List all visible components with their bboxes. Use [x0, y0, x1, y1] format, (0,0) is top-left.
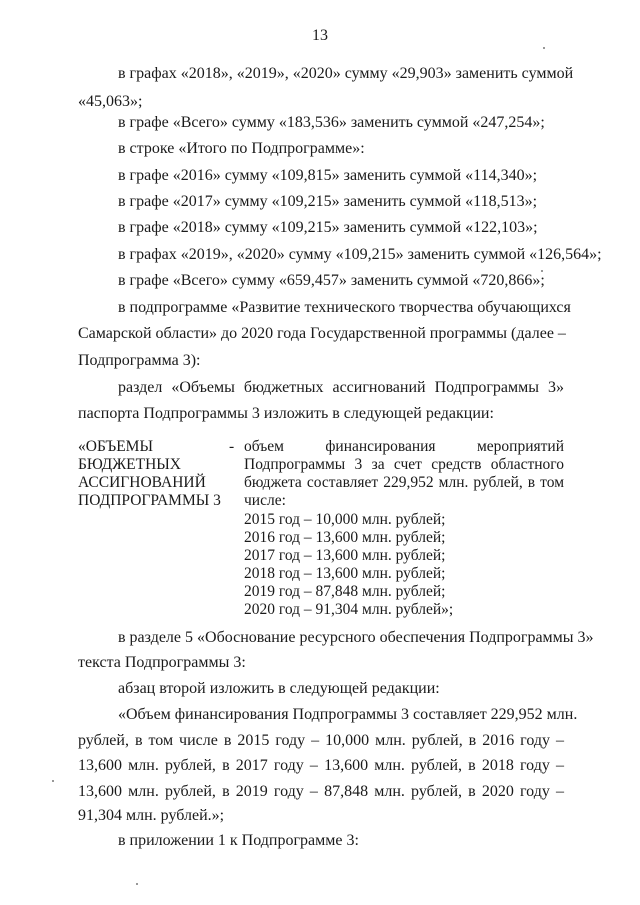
text-line: в приложении 1 к Подпрограмме 3: — [118, 832, 359, 849]
table-dash: - — [229, 438, 235, 455]
text-line: 91,304 млн. рублей.»; — [78, 807, 225, 824]
text-line: паспорта Подпрограммы 3 изложить в следующей редакции: — [78, 405, 494, 422]
scan-speck — [136, 883, 138, 885]
table-left-cell: ПОДПРОГРАММЫ 3 — [78, 492, 221, 509]
text-line: 13,600 млн. рублей, в 2019 году – 87,848 млн. рублей, в 2020 году – — [78, 783, 564, 800]
text-line: в графе «2018» сумму «109,215» заменить суммой «122,103»; — [118, 219, 538, 236]
text-line: Самарской области» до 2020 года Государственной программы (далее – — [78, 325, 566, 342]
text-line: Подпрограмма 3): — [78, 352, 201, 369]
text-line: в графах «2018», «2019», «2020» сумму «29,903» заменить суммой — [118, 65, 574, 82]
text-line: в графах «2019», «2020» сумму «109,215» заменить суммой «126,564»; — [118, 246, 602, 263]
table-year-line: 2019 год – 87,848 млн. рублей; — [244, 583, 446, 600]
scan-speck — [543, 47, 545, 49]
scan-speck — [541, 270, 543, 272]
text-line: «Объем финансирования Подпрограммы 3 составляет 229,952 млн. — [118, 706, 578, 723]
table-left-cell: БЮДЖЕТНЫХ — [78, 456, 181, 473]
scan-speck — [52, 780, 54, 782]
text-line: в графе «Всего» сумму «183,536» заменить суммой «247,254»; — [118, 114, 545, 131]
text-line: в графе «Всего» сумму «659,457» заменить суммой «720,866»; — [118, 272, 545, 289]
text-line: в разделе 5 «Обоснование ресурсного обеспечения Подпрограммы 3» — [118, 629, 594, 646]
table-right-line: бюджета составляет 229,952 млн. рублей, в том — [244, 474, 564, 491]
text-line: рублей, в том числе в 2015 году – 10,000 млн. рублей, в 2016 году – — [78, 732, 564, 749]
table-year-line: 2018 год – 13,600 млн. рублей; — [244, 565, 446, 582]
table-right-line: Подпрограммы 3 за счет средств областного — [244, 456, 564, 473]
table-year-line: 2020 год – 91,304 млн. рублей»; — [244, 601, 454, 618]
text-line: в подпрограмме «Развитие технического творчества обучающихся — [118, 299, 571, 316]
table-year-line: 2017 год – 13,600 млн. рублей; — [244, 547, 446, 564]
table-left-cell: «ОБЪЕМЫ — [78, 438, 153, 455]
table-year-line: 2016 год – 13,600 млн. рублей; — [244, 529, 446, 546]
text-line: абзац второй изложить в следующей редакции: — [118, 680, 440, 697]
text-line: в графе «2017» сумму «109,215» заменить суммой «118,513»; — [118, 193, 538, 210]
text-line: текста Подпрограммы 3: — [78, 654, 246, 671]
page-number: 13 — [312, 27, 328, 44]
table-left-cell: АССИГНОВАНИЙ — [78, 474, 206, 491]
table-year-line: 2015 год – 10,000 млн. рублей; — [244, 511, 446, 528]
text-line: «45,063»; — [78, 93, 143, 110]
text-line: в графе «2016» сумму «109,815» заменить суммой «114,340»; — [118, 167, 538, 184]
text-line: раздел «Объемы бюджетных ассигнований Подпрограммы 3» — [118, 379, 564, 396]
table-right-line: числе: — [244, 492, 286, 509]
table-right-line: объем финансирования мероприятий — [244, 438, 564, 455]
text-line: 13,600 млн. рублей, в 2017 году – 13,600 млн. рублей, в 2018 году – — [78, 757, 564, 774]
text-line: в строке «Итого по Подпрограмме»: — [118, 140, 365, 157]
